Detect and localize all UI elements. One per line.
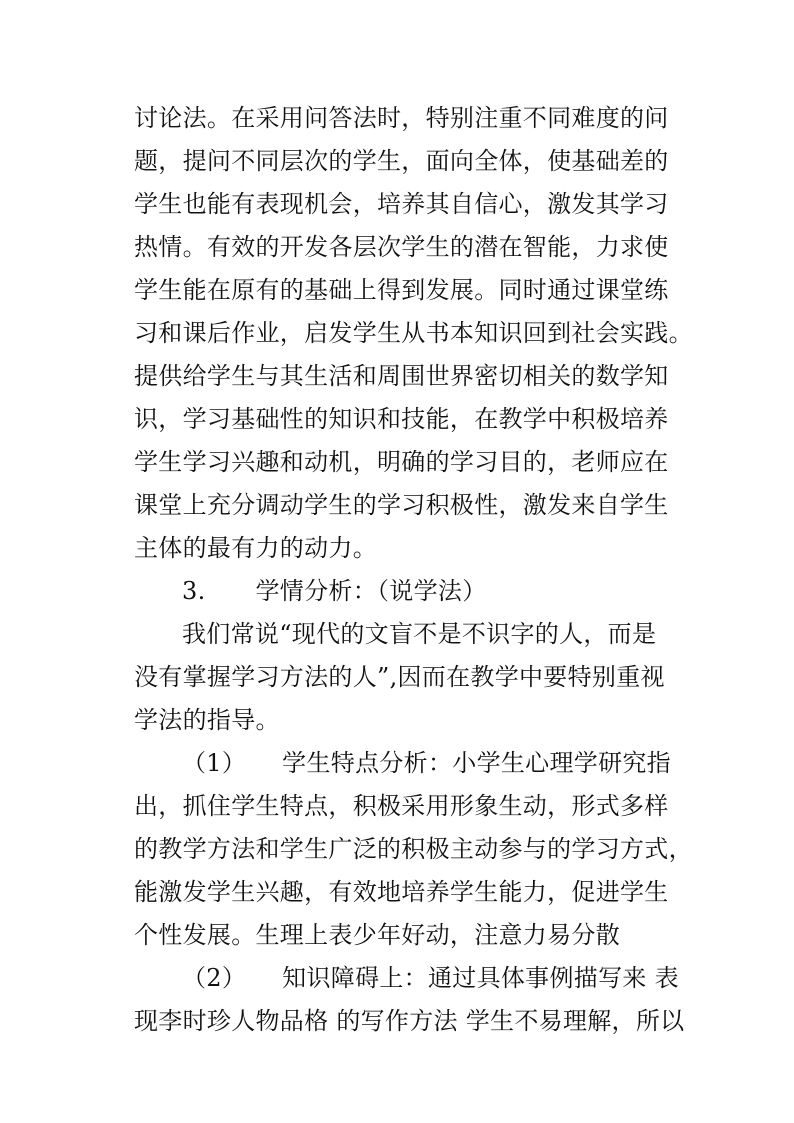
text-line: 识，学习基础性的知识和技能，在教学中积极培养 xyxy=(134,405,669,433)
text-line: 学生能在原有的基础上得到发展。同时通过课堂练 xyxy=(134,276,669,304)
text-line: 热情。有效的开发各层次学生的潜在智能，力求使 xyxy=(134,233,669,261)
item-text: 学生特点分析：小学生心理学研究指 xyxy=(282,749,671,777)
section-number: 3. xyxy=(182,577,206,605)
text-line: 出，抓住学生特点，积极采用形象生动，形式多样 xyxy=(134,792,669,820)
text-line: 提供给学生与其生活和周围世界密切相关的数学知 xyxy=(134,362,669,390)
item-number: （1） xyxy=(182,749,247,777)
text-line: 习和课后作业，启发学生从书本知识回到社会实践。 xyxy=(134,319,693,347)
text-line: 讨论法。在采用问答法时，特别注重不同难度的问 xyxy=(134,104,669,132)
section-heading xyxy=(182,571,722,611)
text-line: 题，提问不同层次的学生，面向全体，使基础差的 xyxy=(134,147,669,175)
text-line: 课堂上充分调动学生的学习积极性，激发来自学生 xyxy=(134,491,669,519)
text-line: 的教学方法和学生广泛的积极主动参与的学习方式， xyxy=(134,835,693,863)
text-line: 学生也能有表现机会，培养其自信心，激发其学习 xyxy=(134,190,669,218)
text-line: 个性发展。生理上表少年好动，注意力易分散 xyxy=(134,921,620,949)
text-line: 能激发学生兴趣，有效地培养学生能力，促进学生 xyxy=(134,878,669,906)
text-line: 没有掌握学习方法的人”,因而在教学中要特别重视 xyxy=(134,663,665,691)
section-title: 学情分析：（说学法） xyxy=(255,577,487,605)
item-number: （2） xyxy=(182,964,247,992)
text-line: 学生学习兴趣和动机，明确的学习目的，老师应在 xyxy=(134,448,669,476)
list-item-2 xyxy=(182,958,722,998)
item-text: 知识障碍上：通过具体事例描写来 表 xyxy=(282,964,679,992)
text-line: 现李时珍人物品格 的写作方法 学生不易理解，所以 xyxy=(134,1007,685,1035)
list-item-1 xyxy=(182,743,722,783)
text-line: 学法的指导。 xyxy=(134,706,280,734)
text-line: 我们常说“现代的文盲不是不识字的人，而是 xyxy=(182,620,657,648)
text-line: 主体的最有力的动力。 xyxy=(134,534,377,562)
